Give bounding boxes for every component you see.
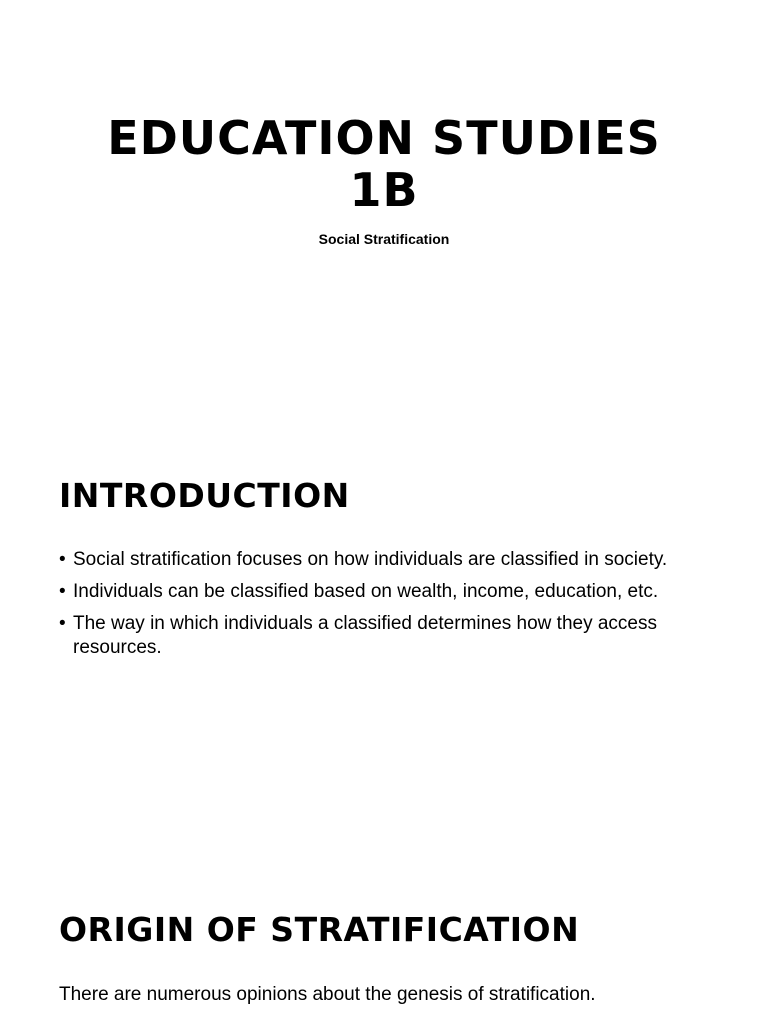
origin-slide — [0, 864, 768, 1024]
introduction-slide — [0, 432, 768, 864]
bullet-icon: • — [59, 613, 66, 634]
bullet-icon: • — [59, 581, 66, 602]
presentation-title — [40, 112, 728, 216]
title-slide — [0, 0, 768, 432]
bullet-text-1: Social stratification focuses on how individuals are classified in society. — [73, 549, 668, 570]
origin-body-text: There are numerous opinions about the genesis of stratification. — [59, 984, 596, 1005]
bullet-item-3 — [59, 612, 718, 660]
bullet-text-3: The way in which individuals a classified determines how they access resources. — [73, 613, 657, 658]
bullet-text-2: Individuals can be classified based on wealth, income, education, etc. — [73, 581, 659, 602]
introduction-heading: INTRODUCTION — [59, 476, 350, 515]
title-line-2: 1B — [349, 163, 419, 217]
bullet-item-2 — [59, 580, 718, 604]
presentation-subtitle: Social Stratification — [318, 231, 450, 247]
bullet-icon: • — [59, 549, 66, 570]
bullet-item-1 — [59, 548, 718, 572]
title-line-1: EDUCATION STUDIES — [107, 111, 661, 165]
origin-heading: ORIGIN OF STRATIFICATION — [59, 910, 580, 949]
introduction-bullet-list — [59, 548, 718, 668]
